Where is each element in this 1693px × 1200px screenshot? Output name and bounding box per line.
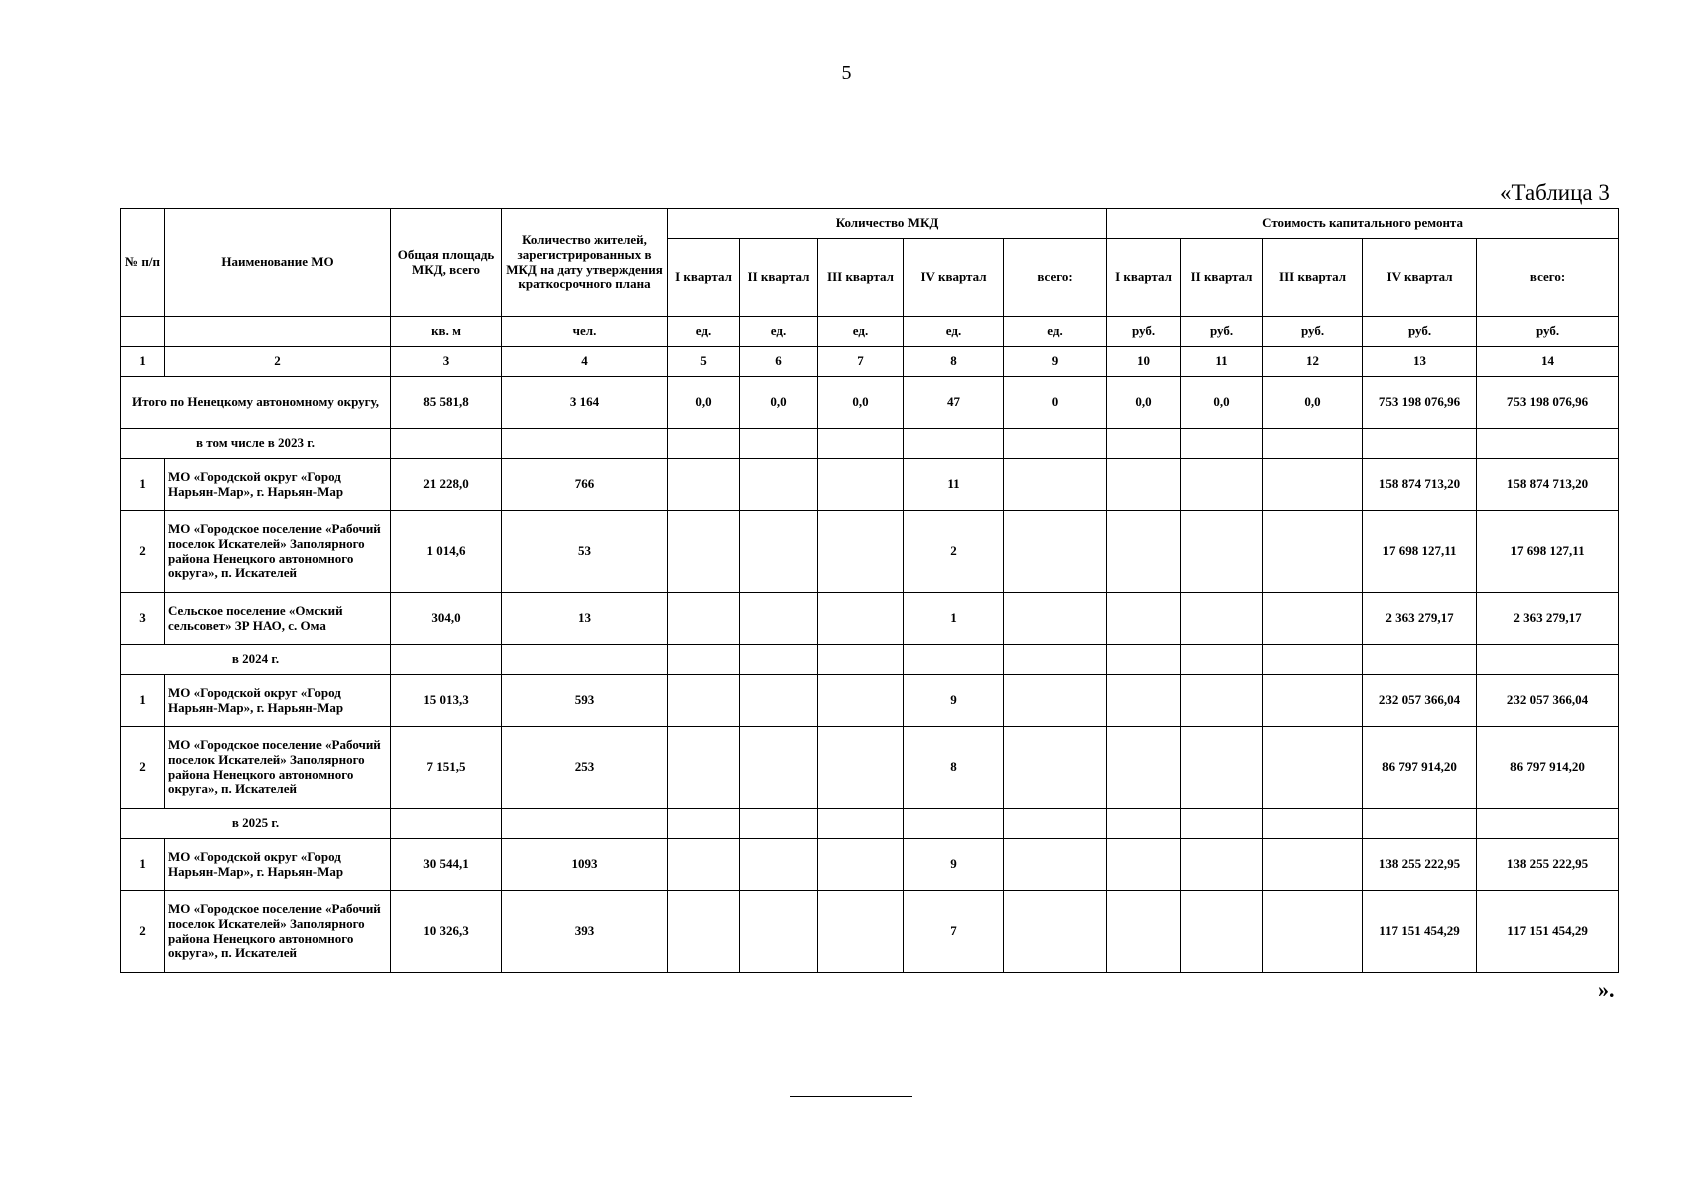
row-area: 15 013,3	[391, 675, 502, 727]
empty-cell	[1263, 593, 1363, 645]
empty-cell	[668, 593, 740, 645]
row-cost-total: 86 797 914,20	[1477, 727, 1619, 809]
empty-cell	[1107, 727, 1181, 809]
empty-cell	[1181, 727, 1263, 809]
empty-cell	[1181, 645, 1263, 675]
unit-empty-name	[165, 317, 391, 347]
empty-cell	[1263, 429, 1363, 459]
row-name: МО «Городской округ «Город Нарьян-Мар», г. Нарьян-Мар	[165, 675, 391, 727]
empty-cell	[740, 511, 818, 593]
total-value: 0,0	[818, 377, 904, 429]
empty-cell	[818, 727, 904, 809]
empty-cell	[818, 511, 904, 593]
empty-cell	[1263, 891, 1363, 973]
empty-cell	[1004, 459, 1107, 511]
empty-cell	[1181, 459, 1263, 511]
empty-cell	[502, 645, 668, 675]
header-cost: Стоимость капитального ремонта	[1107, 209, 1619, 239]
empty-cell	[1181, 809, 1263, 839]
empty-cell	[1004, 511, 1107, 593]
row-cost-q4: 138 255 222,95	[1363, 839, 1477, 891]
column-number: 2	[165, 347, 391, 377]
empty-cell	[668, 511, 740, 593]
row-mkd-q4: 9	[904, 839, 1004, 891]
row-num: 1	[121, 675, 165, 727]
header-name: Наименование МО	[165, 209, 391, 317]
row-num: 2	[121, 727, 165, 809]
empty-cell	[1004, 891, 1107, 973]
empty-cell	[1107, 645, 1181, 675]
empty-cell	[1107, 809, 1181, 839]
total-value: 753 198 076,96	[1477, 377, 1619, 429]
row-residents: 393	[502, 891, 668, 973]
unit-cell: ед.	[668, 317, 740, 347]
empty-cell	[1107, 429, 1181, 459]
row-area: 30 544,1	[391, 839, 502, 891]
total-value: 3 164	[502, 377, 668, 429]
row-cost-total: 138 255 222,95	[1477, 839, 1619, 891]
row-area: 1 014,6	[391, 511, 502, 593]
empty-cell	[1363, 645, 1477, 675]
empty-cell	[904, 645, 1004, 675]
empty-cell	[740, 459, 818, 511]
row-mkd-q4: 8	[904, 727, 1004, 809]
row-mkd-q4: 2	[904, 511, 1004, 593]
empty-cell	[1107, 511, 1181, 593]
empty-cell	[668, 675, 740, 727]
header-mkd-count: Количество МКД	[668, 209, 1107, 239]
empty-cell	[1263, 839, 1363, 891]
unit-cell: руб.	[1181, 317, 1263, 347]
empty-cell	[818, 891, 904, 973]
total-value: 0	[1004, 377, 1107, 429]
empty-cell	[1181, 429, 1263, 459]
empty-cell	[740, 839, 818, 891]
header-cost-total: всего:	[1477, 239, 1619, 317]
empty-cell	[668, 891, 740, 973]
empty-cell	[1004, 429, 1107, 459]
empty-cell	[1004, 675, 1107, 727]
row-name: МО «Городское поселение «Рабочий поселок Искателей» Заполярного района Ненецкого автономного округа», п. Искателей	[165, 511, 391, 593]
empty-cell	[668, 727, 740, 809]
table-row	[121, 511, 1619, 593]
empty-cell	[740, 809, 818, 839]
row-residents: 253	[502, 727, 668, 809]
column-number: 5	[668, 347, 740, 377]
header-row-top	[121, 209, 1619, 239]
empty-cell	[1004, 593, 1107, 645]
total-row	[121, 377, 1619, 429]
empty-cell	[818, 839, 904, 891]
table-row	[121, 459, 1619, 511]
table-row	[121, 839, 1619, 891]
row-cost-total: 158 874 713,20	[1477, 459, 1619, 511]
header-cost-q2: II квартал	[1181, 239, 1263, 317]
row-cost-total: 117 151 454,29	[1477, 891, 1619, 973]
column-numbers-row	[121, 347, 1619, 377]
unit-cell: руб.	[1107, 317, 1181, 347]
empty-cell	[668, 809, 740, 839]
empty-cell	[668, 429, 740, 459]
column-number: 6	[740, 347, 818, 377]
row-name: МО «Городской округ «Город Нарьян-Мар», г. Нарьян-Мар	[165, 459, 391, 511]
header-residents: Количество жителей, зарегистрированных в МКД на дату утверждения краткосрочного плана	[502, 209, 668, 317]
row-cost-total: 17 698 127,11	[1477, 511, 1619, 593]
year-row	[121, 809, 1619, 839]
total-value: 0,0	[1263, 377, 1363, 429]
empty-cell	[818, 645, 904, 675]
empty-cell	[391, 429, 502, 459]
unit-cell: ед.	[904, 317, 1004, 347]
row-area: 304,0	[391, 593, 502, 645]
column-number: 4	[502, 347, 668, 377]
empty-cell	[818, 593, 904, 645]
total-value: 0,0	[1107, 377, 1181, 429]
row-num: 3	[121, 593, 165, 645]
row-area: 21 228,0	[391, 459, 502, 511]
row-num: 2	[121, 511, 165, 593]
empty-cell	[1004, 809, 1107, 839]
capital-repair-table	[120, 208, 1619, 973]
row-mkd-q4: 7	[904, 891, 1004, 973]
page-number: 5	[841, 62, 852, 84]
table-row	[121, 675, 1619, 727]
row-cost-total: 2 363 279,17	[1477, 593, 1619, 645]
total-label: Итого по Ненецкому автономному округу,	[121, 377, 391, 429]
empty-cell	[1004, 839, 1107, 891]
empty-cell	[391, 809, 502, 839]
total-value: 753 198 076,96	[1363, 377, 1477, 429]
unit-cell: ед.	[740, 317, 818, 347]
year-row	[121, 429, 1619, 459]
header-mkd-q2: II квартал	[740, 239, 818, 317]
empty-cell	[1263, 675, 1363, 727]
empty-cell	[1477, 809, 1619, 839]
empty-cell	[1181, 593, 1263, 645]
column-number: 11	[1181, 347, 1263, 377]
row-area: 7 151,5	[391, 727, 502, 809]
year-label: в 2025 г.	[121, 809, 391, 839]
header-num: № п/п	[121, 209, 165, 317]
empty-cell	[1107, 839, 1181, 891]
row-num: 2	[121, 891, 165, 973]
empty-cell	[740, 645, 818, 675]
row-num: 1	[121, 459, 165, 511]
column-number: 10	[1107, 347, 1181, 377]
unit-cell: чел.	[502, 317, 668, 347]
empty-cell	[1181, 511, 1263, 593]
row-cost-q4: 117 151 454,29	[1363, 891, 1477, 973]
unit-cell: руб.	[1477, 317, 1619, 347]
header-mkd-total: всего:	[1004, 239, 1107, 317]
empty-cell	[1107, 459, 1181, 511]
footnote-divider	[790, 1096, 912, 1097]
row-name: МО «Городское поселение «Рабочий поселок Искателей» Заполярного района Ненецкого автономного округа», п. Искателей	[165, 727, 391, 809]
empty-cell	[904, 429, 1004, 459]
empty-cell	[740, 727, 818, 809]
column-number: 8	[904, 347, 1004, 377]
row-num: 1	[121, 839, 165, 891]
column-number: 1	[121, 347, 165, 377]
empty-cell	[740, 593, 818, 645]
column-number: 13	[1363, 347, 1477, 377]
empty-cell	[818, 429, 904, 459]
empty-cell	[502, 809, 668, 839]
row-area: 10 326,3	[391, 891, 502, 973]
total-value: 85 581,8	[391, 377, 502, 429]
total-value: 0,0	[1181, 377, 1263, 429]
empty-cell	[1181, 675, 1263, 727]
row-residents: 13	[502, 593, 668, 645]
empty-cell	[668, 459, 740, 511]
row-residents: 593	[502, 675, 668, 727]
table-caption: «Таблица 3	[1500, 180, 1610, 205]
total-value: 47	[904, 377, 1004, 429]
row-residents: 53	[502, 511, 668, 593]
total-value: 0,0	[668, 377, 740, 429]
unit-cell: кв. м	[391, 317, 502, 347]
empty-cell	[904, 809, 1004, 839]
empty-cell	[1004, 727, 1107, 809]
empty-cell	[502, 429, 668, 459]
year-row	[121, 645, 1619, 675]
total-value: 0,0	[740, 377, 818, 429]
empty-cell	[1107, 593, 1181, 645]
column-number: 7	[818, 347, 904, 377]
row-cost-q4: 86 797 914,20	[1363, 727, 1477, 809]
empty-cell	[818, 809, 904, 839]
row-cost-total: 232 057 366,04	[1477, 675, 1619, 727]
empty-cell	[668, 839, 740, 891]
row-residents: 1093	[502, 839, 668, 891]
row-name: МО «Городской округ «Город Нарьян-Мар», г. Нарьян-Мар	[165, 839, 391, 891]
header-mkd-q1: I квартал	[668, 239, 740, 317]
row-mkd-q4: 9	[904, 675, 1004, 727]
row-cost-q4: 232 057 366,04	[1363, 675, 1477, 727]
header-cost-q1: I квартал	[1107, 239, 1181, 317]
table-row	[121, 891, 1619, 973]
empty-cell	[818, 675, 904, 727]
row-mkd-q4: 1	[904, 593, 1004, 645]
empty-cell	[1263, 645, 1363, 675]
empty-cell	[1263, 727, 1363, 809]
empty-cell	[1363, 809, 1477, 839]
empty-cell	[1107, 891, 1181, 973]
empty-cell	[1477, 429, 1619, 459]
column-number: 12	[1263, 347, 1363, 377]
empty-cell	[740, 891, 818, 973]
empty-cell	[1107, 675, 1181, 727]
unit-cell: руб.	[1263, 317, 1363, 347]
empty-cell	[740, 675, 818, 727]
row-cost-q4: 2 363 279,17	[1363, 593, 1477, 645]
empty-cell	[740, 429, 818, 459]
empty-cell	[1004, 645, 1107, 675]
empty-cell	[1181, 891, 1263, 973]
row-residents: 766	[502, 459, 668, 511]
header-cost-q3: III квартал	[1263, 239, 1363, 317]
header-mkd-q4: IV квартал	[904, 239, 1004, 317]
row-mkd-q4: 11	[904, 459, 1004, 511]
empty-cell	[1263, 511, 1363, 593]
unit-cell: ед.	[818, 317, 904, 347]
header-units-row	[121, 317, 1619, 347]
empty-cell	[1363, 429, 1477, 459]
row-cost-q4: 158 874 713,20	[1363, 459, 1477, 511]
year-label: в том числе в 2023 г.	[121, 429, 391, 459]
empty-cell	[818, 459, 904, 511]
empty-cell	[1477, 645, 1619, 675]
table-row	[121, 727, 1619, 809]
row-cost-q4: 17 698 127,11	[1363, 511, 1477, 593]
header-area: Общая площадь МКД, всего	[391, 209, 502, 317]
unit-cell: руб.	[1363, 317, 1477, 347]
column-number: 3	[391, 347, 502, 377]
column-number: 14	[1477, 347, 1619, 377]
empty-cell	[668, 645, 740, 675]
header-cost-q4: IV квартал	[1363, 239, 1477, 317]
unit-cell: ед.	[1004, 317, 1107, 347]
closing-quote-mark: ».	[1598, 977, 1615, 1002]
year-label: в 2024 г.	[121, 645, 391, 675]
column-number: 9	[1004, 347, 1107, 377]
row-name: Сельское поселение «Омский сельсовет» ЗР НАО, с. Ома	[165, 593, 391, 645]
unit-empty-num	[121, 317, 165, 347]
empty-cell	[1263, 809, 1363, 839]
empty-cell	[391, 645, 502, 675]
empty-cell	[1263, 459, 1363, 511]
header-mkd-q3: III квартал	[818, 239, 904, 317]
empty-cell	[1181, 839, 1263, 891]
table-row	[121, 593, 1619, 645]
row-name: МО «Городское поселение «Рабочий поселок Искателей» Заполярного района Ненецкого автономного округа», п. Искателей	[165, 891, 391, 973]
